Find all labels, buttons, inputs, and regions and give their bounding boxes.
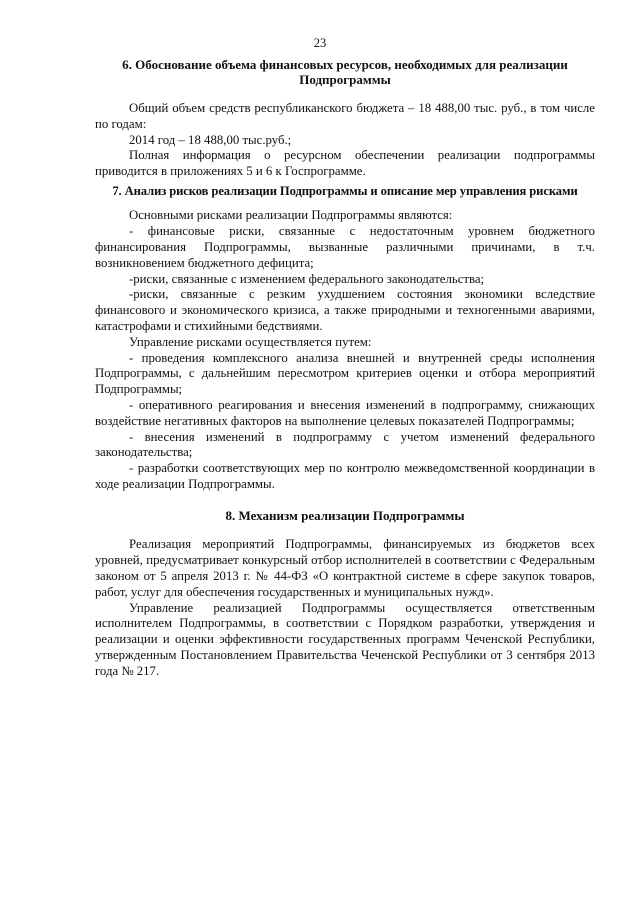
section-8-paragraph-implementation: Реализация мероприятий Подпрограммы, финансируемых из бюджетов всех уровней, предусматривает конкурсный отбор исполнителей в соответствии с Федеральным законом от 5 апреля 2013 г. № 44-ФЗ «О контрактной системе в сфере закупок товаров, работ, услуг для обеспечения государственных и муниципальных нужд». — [95, 537, 595, 599]
risk-item-economic: -риски, связанные с резким ухудшением состояния экономики вследствие финансового и экономического кризиса, а также природными и техногенными авариями, катастрофами и стихийными бедствиями. — [95, 287, 595, 334]
section-6-paragraph-year: 2014 год – 18 488,00 тыс.руб.; — [129, 132, 292, 147]
section-8-paragraph-management: Управление реализацией Подпрограммы осуществляется ответственным исполнителем Подпрограммы, в соответствии с Порядком разработки, утверждения и реализации и оценки эффективности государственных программ Чеченской Республики, утвержденным Постановлением Правительства Чеченской Республики от 3 сентября 2013 года № 217. — [95, 600, 595, 678]
measure-item-response: - оперативного реагирования и внесения изменений в подпрограмму, снижающих воздействие негативных факторов на выполнение целевых показателей Подпрограммы; — [95, 398, 595, 428]
risk-item-financial: - финансовые риски, связанные с недостаточным уровнем бюджетного финансирования Подпрограммы, вызванные различными причинами, в т.ч. возникновением бюджетного дефицита; — [95, 224, 595, 270]
section-6-paragraph-info: Полная информация о ресурсном обеспечении реализации подпрограммы приводится в приложениях 5 и 6 к Госпрограмме. — [95, 148, 595, 179]
risk-item-legislation: -риски, связанные с изменением федерального законодательства; — [129, 271, 485, 286]
measure-item-analysis: - проведения комплексного анализа внешней и внутренней среды исполнения Подпрограммы, с дальнейшим пересмотром критериев оценки и отбора мероприятий Подпрограммы; — [95, 350, 595, 397]
section-6-paragraph-budget: Общий объем средств республиканского бюджета – 18 488,00 тыс. руб., в том числе по годам: — [95, 101, 595, 131]
section-7-heading: 7. Анализ рисков реализации Подпрограммы и описание мер управления рисками — [112, 183, 578, 198]
measure-item-changes: - внесения изменений в подпрограмму с учетом изменений федерального законодательства; — [95, 429, 595, 460]
section-8-heading: 8. Механизм реализации Подпрограммы — [225, 507, 465, 523]
section-7-intro: Основными рисками реализации Подпрограммы являются: — [129, 208, 453, 223]
measure-item-coordination: - разработки соответствующих мер по контролю межведомственной координации в ходе реализации Подпрограммы. — [95, 461, 595, 492]
section-6-heading: 6. Обоснование объема финансовых ресурсов, необходимых для реализации Подпрограммы — [122, 57, 568, 87]
page-content — [95, 58, 595, 680]
section-7-management-intro: Управление рисками осуществляется путем: — [129, 334, 372, 349]
page-number: 23 — [313, 36, 327, 50]
